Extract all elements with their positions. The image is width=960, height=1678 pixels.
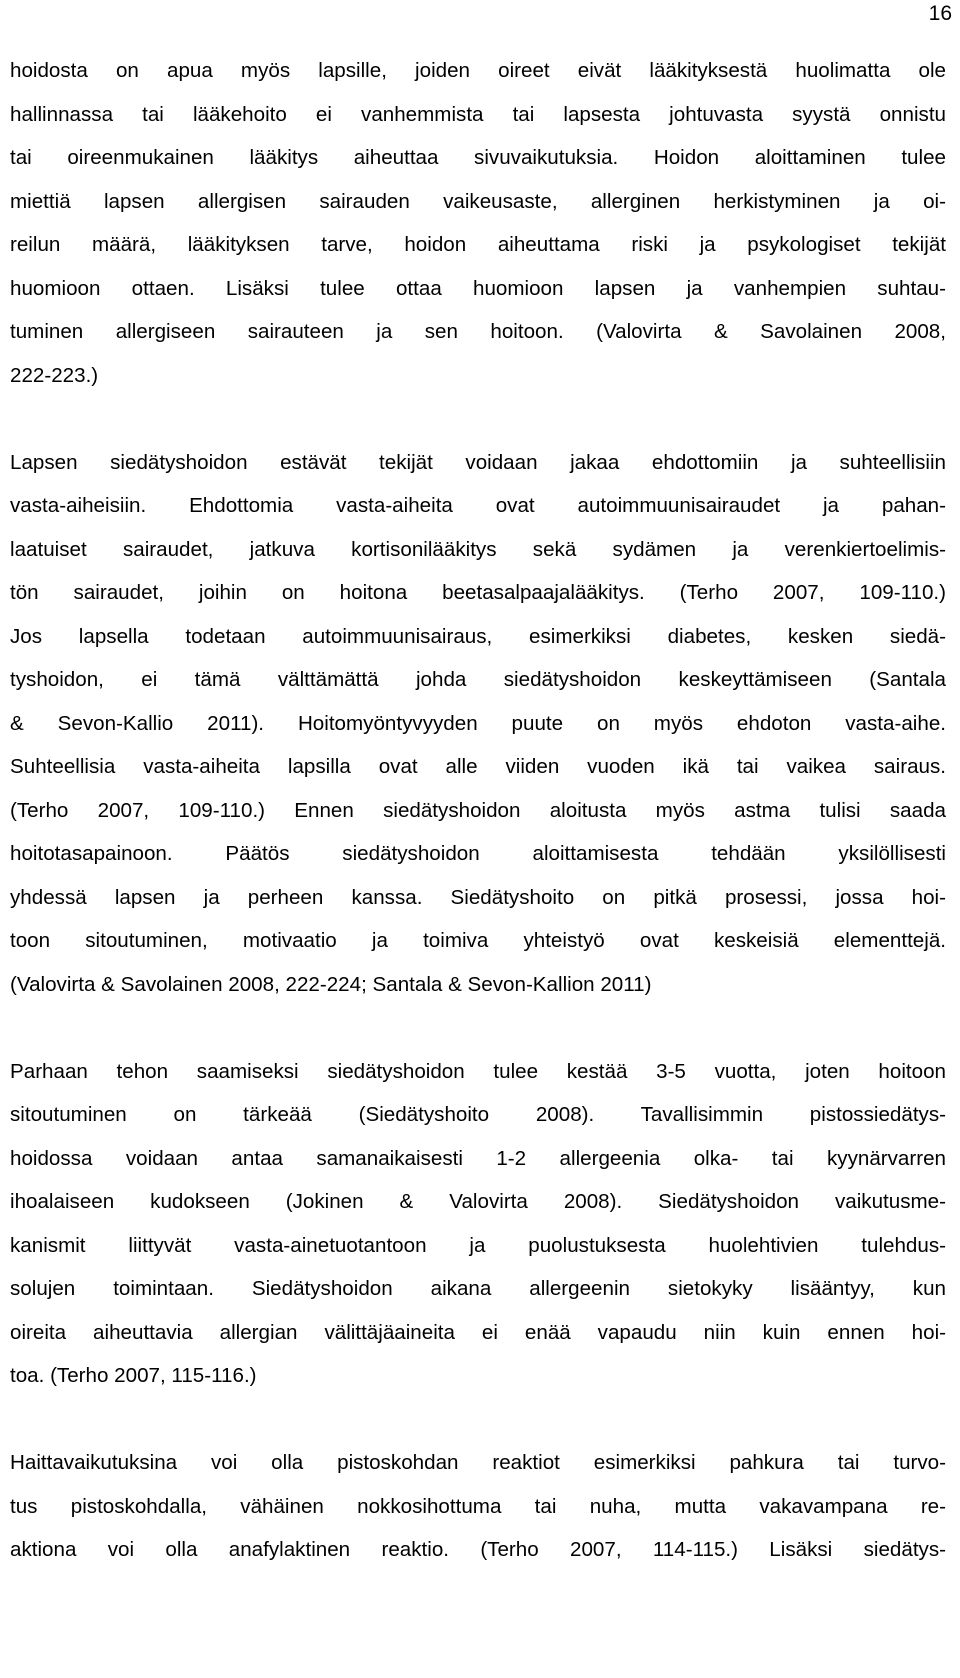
text-line: oireita aiheuttavia allergian välittäjäaineita ei enää vapaudu niin kuin ennen hoi- — [10, 1320, 946, 1344]
text-line: Lapsen siedätyshoidon estävät tekijät voidaan jakaa ehdottomiin ja suhteellisiin — [10, 450, 946, 474]
text-line: reilun määrä, lääkityksen tarve, hoidon aiheuttama riski ja psykologiset tekijät — [10, 233, 946, 256]
text-line: kanismit liittyvät vasta-ainetuotantoon ja puolustuksesta huolehtivien tulehdus- — [10, 1233, 946, 1257]
text-line: (Valovirta & Savolainen 2008, 222-224; Santala & Sevon-Kallion 2011) — [10, 972, 652, 996]
text-line: sitoutuminen on tärkeää (Siedätyshoito 2008). Tavallisimmin pistossiedätys- — [10, 1103, 946, 1126]
paragraph-2 — [10, 448, 946, 1014]
text-line: toon sitoutuminen, motivaatio ja toimiva yhteistyö ovat keskeisiä elementtejä. — [10, 929, 946, 952]
text-line: toa. (Terho 2007, 115-116.) — [10, 1364, 257, 1387]
paragraph-3 — [10, 1057, 946, 1405]
text-line: ihoalaiseen kudokseen (Jokinen & Valovirta 2008). Siedätyshoidon vaikutusme- — [10, 1190, 946, 1213]
text-line: Jos lapsella todetaan autoimmuunisairaus, esimerkiksi diabetes, kesken siedä- — [10, 624, 946, 648]
text-line: hoidossa voidaan antaa samanaikaisesti 1-2 allergeenia olka- tai kyynärvarren — [10, 1146, 946, 1170]
text-line: Parhaan tehon saamiseksi siedätyshoidon tulee kestää 3-5 vuotta, joten hoitoon — [10, 1059, 946, 1083]
paragraph-gap — [10, 1013, 946, 1057]
text-line: tyshoidon, ei tämä välttämättä johda siedätyshoidon keskeyttämiseen (Santala — [10, 668, 946, 691]
paragraph-4 — [10, 1448, 946, 1579]
text-line: tai oireenmukainen lääkitys aiheuttaa sivuvaikutuksia. Hoidon aloittaminen tulee — [10, 146, 946, 169]
text-line: vasta-aiheisiin. Ehdottomia vasta-aiheita ovat autoimmuunisairaudet ja pahan- — [10, 494, 946, 517]
text-line: aktiona voi olla anafylaktinen reaktio. (Terho 2007, 114-115.) Lisäksi siedätys- — [10, 1538, 946, 1561]
text-line: yhdessä lapsen ja perheen kanssa. Siedätyshoito on pitkä prosessi, jossa hoi- — [10, 885, 946, 909]
page-number: 16 — [928, 2, 952, 25]
text-line: tus pistoskohdalla, vähäinen nokkosihottuma tai nuha, mutta vakavampana re- — [10, 1494, 946, 1518]
text-line: hallinnassa tai lääkehoito ei vanhemmista tai lapsesta johtuvasta syystä onnistu — [10, 102, 946, 126]
document-body — [10, 56, 946, 1579]
text-line: miettiä lapsen allergisen sairauden vaikeusaste, allerginen herkistyminen ja oi- — [10, 189, 946, 213]
paragraph-gap — [10, 404, 946, 448]
text-line: huomioon ottaen. Lisäksi tulee ottaa huomioon lapsen ja vanhempien suhtau- — [10, 276, 946, 300]
text-line: & Sevon-Kallio 2011). Hoitomyöntyvyyden puute on myös ehdoton vasta-aihe. — [10, 711, 946, 735]
text-line: solujen toimintaan. Siedätyshoidon aikana allergeenin sietokyky lisääntyy, kun — [10, 1277, 946, 1300]
paragraph-1 — [10, 56, 946, 404]
paragraph-gap — [10, 1405, 946, 1449]
text-line: Haittavaikutuksina voi olla pistoskohdan reaktiot esimerkiksi pahkura tai turvo- — [10, 1451, 946, 1474]
text-line: hoitotasapainoon. Päätös siedätyshoidon aloittamisesta tehdään yksilöllisesti — [10, 842, 946, 865]
text-line: hoidosta on apua myös lapsille, joiden oireet eivät lääkityksestä huolimatta ole — [10, 59, 946, 82]
text-line: (Terho 2007, 109-110.) Ennen siedätyshoidon aloitusta myös astma tulisi saada — [10, 798, 946, 822]
text-line: tön sairaudet, joihin on hoitona beetasalpaajalääkitys. (Terho 2007, 109-110.) — [10, 581, 946, 604]
text-line: Suhteellisia vasta-aiheita lapsilla ovat alle viiden vuoden ikä tai vaikea sairaus. — [10, 755, 946, 778]
text-line: laatuiset sairaudet, jatkuva kortisonilääkitys sekä sydämen ja verenkiertoelimis- — [10, 537, 946, 561]
text-line: tuminen allergiseen sairauteen ja sen hoitoon. (Valovirta & Savolainen 2008, — [10, 320, 946, 343]
text-line: 222-223.) — [10, 363, 99, 387]
